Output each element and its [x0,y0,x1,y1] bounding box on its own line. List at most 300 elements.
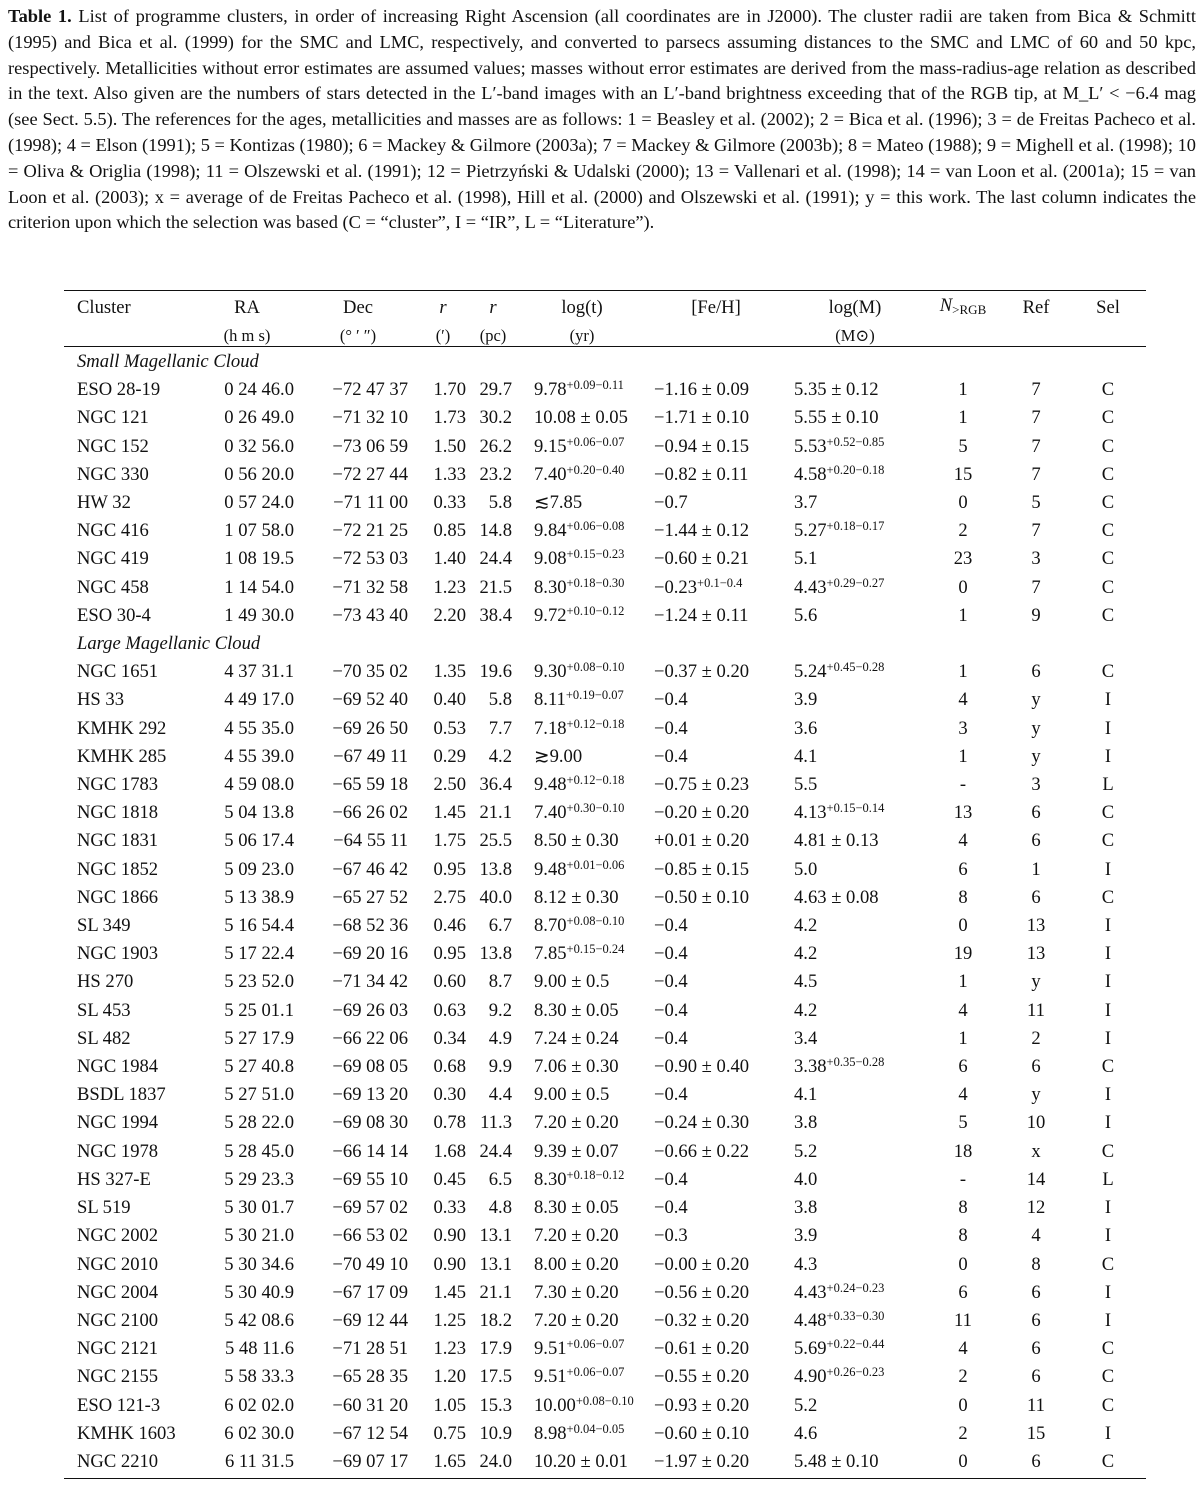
cell-mass [786,574,924,602]
cell-r-pc [468,856,518,884]
cell-ra-value: 5 09 23.0 [224,858,294,880]
table-row [64,715,1146,743]
cell-feh [646,968,786,996]
cell-age-value: 7.40 [534,463,567,485]
cell-n-rgb-value: 1 [958,661,968,683]
cell-r-arcmin [418,489,468,517]
cell-mass-asym-error: +0.33−0.30 [826,1308,885,1323]
cell-feh [646,997,786,1025]
cell-ra-value: 5 42 08.6 [224,1309,294,1331]
units-row [64,324,1146,348]
cell-r-arcmin [418,1363,468,1391]
cell-mass [786,1363,924,1391]
cell-n-rgb [924,1053,1002,1081]
cell-feh-value: −0.24 ± 0.30 [654,1112,750,1134]
cell-ra-value: 5 30 01.7 [224,1197,294,1219]
table-row [64,1335,1146,1363]
cell-sel [1070,574,1146,602]
cell-age-value: 8.30 [534,576,567,598]
cell-sel [1070,1363,1146,1391]
cell-cluster-value: NGC 2100 [77,1309,159,1331]
cell-age-value: 8.11 [534,689,566,711]
table-row [64,1053,1146,1081]
cell-sel [1070,1251,1146,1279]
cell-cluster-value: NGC 152 [77,435,149,457]
cell-dec-value: −72 27 44 [332,463,408,485]
cell-r-arcmin [418,856,468,884]
cell-r-arcmin-value: 1.50 [433,435,466,457]
cell-r-arcmin-value: 1.45 [433,802,466,824]
cell-dec-value: −60 31 20 [332,1394,408,1416]
cell-r-pc-value: 14.8 [479,520,512,542]
cell-ref [1002,1222,1070,1250]
cell-feh [646,1335,786,1363]
cell-mass [786,545,924,573]
cell-ref-value: y [1031,971,1041,993]
cell-feh-value: −0.4 [654,1027,688,1049]
cell-sel-value: I [1104,689,1112,711]
cell-feh-value: −0.4 [654,745,688,767]
cell-feh-value: −0.20 ± 0.20 [654,802,750,824]
cell-ref [1002,856,1070,884]
cell-sel-value: I [1104,858,1112,880]
cell-cluster [64,940,196,968]
cell-n-rgb [924,574,1002,602]
cell-age-value: 9.51 [534,1338,567,1360]
cell-r-arcmin [418,1335,468,1363]
cell-sel [1070,1335,1146,1363]
cell-r-arcmin-value: 0.68 [433,1056,466,1078]
cell-mass-value: 4.6 [794,1422,818,1444]
cell-dec [298,1194,418,1222]
cell-age-asym-error: +0.12−0.18 [566,773,625,788]
cell-feh [646,827,786,855]
cell-ra [196,489,298,517]
cell-mass [786,799,924,827]
cell-cluster-value: NGC 1818 [77,802,159,824]
cell-n-rgb-value: 1 [958,604,968,626]
cell-ra-value: 5 29 23.3 [224,1168,294,1190]
cell-mass-value: 4.90 [794,1366,827,1388]
cell-cluster-value: NGC 2121 [77,1338,159,1360]
cell-n-rgb [924,433,1002,461]
cell-n-rgb-value: 4 [958,999,968,1021]
cell-dec [298,1251,418,1279]
cell-ra [196,940,298,968]
cell-cluster [64,1335,196,1363]
cell-r-arcmin [418,1279,468,1307]
cell-r-pc [468,1420,518,1448]
cell-r-arcmin-value: 1.05 [433,1394,466,1416]
cell-dec-value: −73 43 40 [332,604,408,626]
group-header-row [64,630,1146,658]
cell-cluster [64,715,196,743]
cell-age-asym-error: +0.20−0.40 [566,462,625,477]
cell-sel-value: I [1104,971,1112,993]
cell-r-pc-value: 29.7 [479,379,512,401]
cluster-table-container [64,290,1146,1479]
cell-r-pc [468,912,518,940]
cell-ref [1002,1138,1070,1166]
cell-feh-value: −0.61 ± 0.20 [654,1338,750,1360]
cell-age [518,686,646,714]
cell-r-arcmin-value: 0.95 [433,858,466,880]
cell-age [518,856,646,884]
cell-cluster-value: SL 482 [77,1027,131,1049]
cell-n-rgb [924,1363,1002,1391]
cell-mass [786,1138,924,1166]
cell-dec [298,545,418,573]
cell-cluster [64,1081,196,1109]
cell-sel-value: I [1104,1422,1112,1444]
cell-sel [1070,686,1146,714]
cell-r-pc-value: 38.4 [479,604,512,626]
cell-ref [1002,1392,1070,1420]
cell-r-arcmin [418,1053,468,1081]
cell-mass-value: 3.6 [794,717,818,739]
cell-dec-value: −67 12 54 [332,1422,408,1444]
cell-r-arcmin [418,1138,468,1166]
cell-sel [1070,1166,1146,1194]
cell-feh [646,1053,786,1081]
cell-age-value: 7.06 ± 0.30 [534,1056,619,1078]
cell-cluster-value: NGC 121 [77,407,149,429]
cell-r-arcmin-value: 1.33 [433,463,466,485]
cell-age-asym-error: +0.30−0.10 [566,801,625,816]
cell-cluster-value: NGC 1866 [77,886,159,908]
cell-mass-value: 5.69 [794,1338,827,1360]
cell-feh [646,1363,786,1391]
cell-sel [1070,1279,1146,1307]
cell-r-arcmin [418,1081,468,1109]
cell-feh [646,1109,786,1137]
cell-ref [1002,658,1070,686]
cell-n-rgb [924,376,1002,404]
cell-feh [646,1081,786,1109]
cell-age [518,1166,646,1194]
cell-ref-value: 7 [1031,520,1041,542]
cell-dec-value: −72 47 37 [332,379,408,401]
cell-cluster [64,1420,196,1448]
cell-ref-value: 7 [1031,576,1041,598]
table-row [64,1307,1146,1335]
cell-ref-value: 6 [1031,1281,1041,1303]
cell-age [518,1222,646,1250]
cell-sel [1070,856,1146,884]
cell-ref [1002,912,1070,940]
cell-mass [786,997,924,1025]
cell-feh-value: −0.3 [654,1225,688,1247]
cell-feh [646,1251,786,1279]
cell-mass-value: 3.4 [794,1027,818,1049]
cell-ra-value: 5 16 54.4 [224,915,294,937]
cell-r-pc-value: 21.1 [479,1281,512,1303]
cell-r-pc [468,884,518,912]
cell-feh-value: −0.55 ± 0.20 [654,1366,750,1388]
cell-mass-asym-error: +0.26−0.23 [826,1365,885,1380]
cell-age-asym-error: +0.18−0.30 [566,575,625,590]
cell-n-rgb-value: 13 [953,802,973,824]
cell-feh [646,1166,786,1194]
cell-age [518,574,646,602]
cell-ra [196,771,298,799]
cell-mass-value: 5.24 [794,661,827,683]
cell-cluster-value: NGC 1994 [77,1112,159,1134]
cell-ra [196,856,298,884]
cell-n-rgb [924,1279,1002,1307]
cell-ref-value: 6 [1031,1338,1041,1360]
cell-r-arcmin [418,461,468,489]
cell-dec-value: −69 08 30 [332,1112,408,1134]
table-row [64,771,1146,799]
cell-feh [646,1420,786,1448]
cell-age-value: 7.40 [534,802,567,824]
cell-n-rgb-value: 1 [958,1027,968,1049]
cell-feh-value: −0.23 [654,576,698,598]
table-caption [8,4,1196,236]
cell-n-rgb-value: - [959,774,967,796]
cell-age-asym-error: +0.08−0.10 [575,1393,634,1408]
cell-feh [646,856,786,884]
cell-n-rgb-value: 4 [958,689,968,711]
cell-ref-value: 9 [1031,604,1041,626]
cell-mass [786,1194,924,1222]
cell-age-value: 9.08 [534,548,567,570]
cell-r-pc [468,574,518,602]
cell-age-asym-error: +0.06−0.07 [566,434,625,449]
cell-ra-value: 0 24 46.0 [224,379,294,401]
cell-ra-value: 5 30 34.6 [224,1253,294,1275]
cell-ra-value: 5 27 17.9 [224,1027,294,1049]
cell-ref-value: 13 [1026,915,1046,937]
cell-r-arcmin [418,574,468,602]
cell-sel [1070,1392,1146,1420]
cell-r-pc-value: 4.2 [488,745,512,767]
cell-r-arcmin [418,1251,468,1279]
cell-cluster [64,968,196,996]
cell-r-arcmin-value: 0.53 [433,717,466,739]
cell-age [518,658,646,686]
cell-r-arcmin-value: 0.45 [433,1168,466,1190]
cell-feh-value: −0.4 [654,1197,688,1219]
cell-n-rgb-value: 6 [958,1281,968,1303]
cell-n-rgb-value: 8 [958,1225,968,1247]
cell-cluster [64,997,196,1025]
cell-r-arcmin [418,827,468,855]
cell-cluster-value: NGC 419 [77,548,149,570]
cell-sel-value: C [1101,1366,1115,1388]
cell-mass-value: 5.55 ± 0.10 [794,407,879,429]
cell-sel-value: I [1104,1281,1112,1303]
cell-r-arcmin [418,912,468,940]
cell-cluster [64,1392,196,1420]
cell-age [518,1053,646,1081]
cell-n-rgb [924,686,1002,714]
cell-age [518,489,646,517]
cell-mass [786,686,924,714]
cell-mass [786,1222,924,1250]
cell-ref [1002,799,1070,827]
cell-cluster [64,376,196,404]
cell-feh-value: −1.97 ± 0.20 [654,1450,750,1472]
cell-age [518,1251,646,1279]
cell-r-pc [468,686,518,714]
cell-mass-value: 5.1 [794,548,818,570]
cell-r-arcmin [418,686,468,714]
cell-dec [298,602,418,630]
cell-ra [196,1307,298,1335]
cell-age [518,1392,646,1420]
cell-feh-value: −0.93 ± 0.20 [654,1394,750,1416]
cell-n-rgb [924,658,1002,686]
col-header-sel: Sel [1096,297,1120,318]
cell-r-arcmin-value: 1.68 [433,1140,466,1162]
cell-r-pc-value: 21.5 [479,576,512,598]
cell-cluster-value: KMHK 285 [77,745,167,767]
cell-sel-value: C [1101,576,1115,598]
cell-age-asym-error: +0.15−0.23 [566,547,625,562]
cell-cluster [64,799,196,827]
cell-ref-value: 6 [1031,802,1041,824]
cell-n-rgb-value: 2 [958,1422,968,1444]
cell-n-rgb [924,1307,1002,1335]
cell-sel-value: C [1101,1253,1115,1275]
cell-cluster [64,1222,196,1250]
cell-feh [646,799,786,827]
cell-ra-value: 5 27 40.8 [224,1056,294,1078]
cell-r-arcmin [418,1109,468,1137]
cell-sel [1070,912,1146,940]
cell-r-pc [468,1166,518,1194]
cell-n-rgb [924,1448,1002,1476]
cell-r-arcmin [418,545,468,573]
cell-r-pc [468,517,518,545]
cell-r-pc-value: 21.1 [479,802,512,824]
cell-age-asym-error: +0.18−0.12 [566,1167,625,1182]
cell-age [518,771,646,799]
cell-ra-value: 1 49 30.0 [224,604,294,626]
cell-mass-value: 5.48 ± 0.10 [794,1450,879,1472]
cell-age-value: 7.85 [534,943,567,965]
cell-cluster [64,856,196,884]
caption-label: Table 1. [8,6,72,26]
cell-r-pc-value: 23.2 [479,463,512,485]
cell-r-arcmin-value: 0.90 [433,1253,466,1275]
cell-feh-value: −0.75 ± 0.23 [654,774,750,796]
cell-n-rgb [924,1222,1002,1250]
cell-n-rgb [924,461,1002,489]
cell-n-rgb-value: 8 [958,1197,968,1219]
cell-ra-value: 5 48 11.6 [224,1338,294,1360]
cell-ref-value: y [1031,1084,1041,1106]
cell-r-pc-value: 4.4 [488,1084,512,1106]
cell-dec-value: −66 53 02 [332,1225,408,1247]
cell-sel [1070,1109,1146,1137]
unit-feh [646,324,786,348]
cell-feh-value: −0.4 [654,689,688,711]
cluster-table [64,291,1146,1476]
cell-ra [196,517,298,545]
cell-mass-asym-error: +0.18−0.17 [826,519,885,534]
cell-n-rgb-value: 1 [958,971,968,993]
cell-r-pc [468,404,518,432]
cell-cluster-value: ESO 30-4 [77,604,151,626]
cell-r-arcmin-value: 2.75 [433,886,466,908]
cell-feh [646,1222,786,1250]
unit-cluster [64,324,196,348]
cell-dec [298,1109,418,1137]
cell-dec-value: −69 57 02 [332,1197,408,1219]
table-row [64,997,1146,1025]
table-row [64,1025,1146,1053]
cell-r-pc [468,1392,518,1420]
cell-cluster-value: NGC 2002 [77,1225,159,1247]
cell-sel [1070,517,1146,545]
cell-n-rgb [924,1138,1002,1166]
cell-ra-value: 6 02 30.0 [224,1422,294,1444]
cell-ref-value: 7 [1031,435,1041,457]
cell-mass-value: 4.2 [794,943,818,965]
cell-dec [298,1138,418,1166]
cell-r-pc-value: 36.4 [479,774,512,796]
table-row [64,1138,1146,1166]
table-row [64,461,1146,489]
cell-mass [786,602,924,630]
cell-feh [646,658,786,686]
cell-cluster-value: KMHK 1603 [77,1422,176,1444]
cell-ra [196,912,298,940]
cell-r-pc-value: 4.9 [488,1027,512,1049]
cell-cluster-value: NGC 1651 [77,661,159,683]
cell-sel [1070,1138,1146,1166]
cell-r-pc [468,1053,518,1081]
cell-age-asym-error: +0.08−0.10 [566,660,625,675]
cell-n-rgb [924,997,1002,1025]
cell-n-rgb [924,968,1002,996]
cell-dec-value: −65 59 18 [332,774,408,796]
cell-cluster [64,1194,196,1222]
cell-ra-value: 0 32 56.0 [224,435,294,457]
cell-feh-value: −0.4 [654,971,688,993]
cell-sel [1070,1053,1146,1081]
cell-mass-value: 3.7 [794,492,818,514]
cell-dec-value: −69 20 16 [332,943,408,965]
cell-sel-value: I [1104,1225,1112,1247]
cell-n-rgb-value: 0 [958,492,968,514]
cell-dec-value: −69 07 17 [332,1450,408,1472]
cell-age-asym-error: +0.04−0.05 [566,1421,625,1436]
cell-feh [646,433,786,461]
cell-r-arcmin [418,1307,468,1335]
cell-dec-value: −69 13 20 [332,1084,408,1106]
cell-mass [786,1053,924,1081]
cell-dec [298,1307,418,1335]
cell-age [518,1194,646,1222]
cell-r-pc-value: 17.9 [479,1338,512,1360]
cell-mass [786,771,924,799]
cell-n-rgb [924,489,1002,517]
cell-age-asym-error: +0.06−0.07 [566,1365,625,1380]
cell-r-arcmin-value: 1.40 [433,548,466,570]
cell-age-value: 9.00 ± 0.5 [534,971,610,993]
cell-age [518,715,646,743]
cell-n-rgb [924,1420,1002,1448]
cell-mass-value: 4.81 ± 0.13 [794,830,879,852]
cell-r-arcmin-value: 1.70 [433,379,466,401]
cell-dec-value: −71 34 42 [332,971,408,993]
cell-cluster-value: NGC 1831 [77,830,159,852]
cell-dec [298,1025,418,1053]
